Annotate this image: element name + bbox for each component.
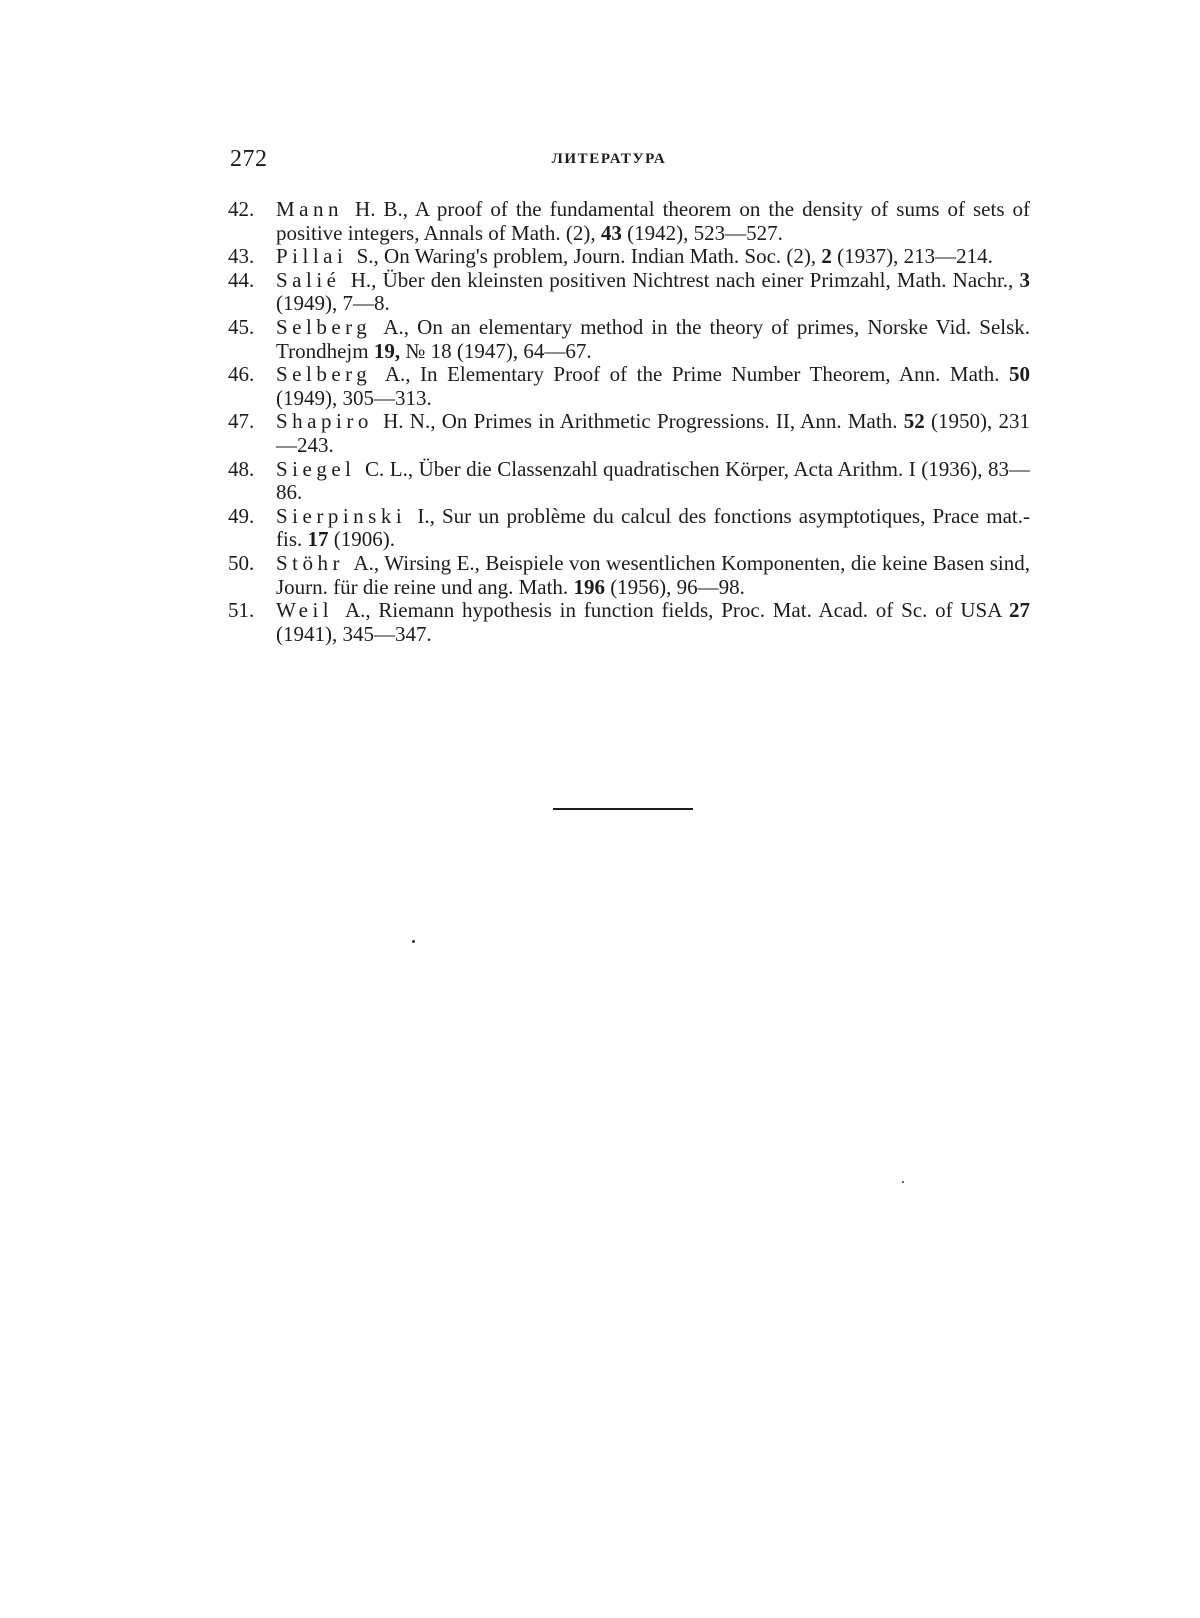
scan-speck xyxy=(412,940,415,943)
reference-author: Weil xyxy=(276,598,334,623)
reference-initials: S., xyxy=(356,244,379,269)
reference-42 xyxy=(228,198,1030,245)
reference-number: 44. xyxy=(228,267,255,292)
reference-text: Über den kleinsten positiven Nichtrest nach einer Primzahl, Math. Nachr., xyxy=(382,267,1014,292)
reference-text: Sur un problème du calcul des fonctions asymptotiques, Prace mat.-fis. xyxy=(276,503,1031,552)
reference-number: 48. xyxy=(228,456,255,481)
reference-44 xyxy=(228,269,1030,316)
reference-text: Riemann hypothesis in function fields, Proc. Mat. Acad. of Sc. of USA xyxy=(378,598,1002,623)
reference-volume: 3 xyxy=(1019,267,1031,292)
reference-number: 42. xyxy=(228,197,255,221)
reference-author: Pillai xyxy=(276,244,348,269)
reference-47 xyxy=(228,410,1030,457)
reference-number: 51. xyxy=(228,598,255,623)
reference-initials: A., xyxy=(353,550,380,575)
reference-51 xyxy=(228,599,1030,646)
reference-number: 43. xyxy=(228,244,255,269)
reference-43 xyxy=(228,245,1030,269)
reference-45 xyxy=(228,316,1030,363)
reference-volume: 52 xyxy=(903,409,925,434)
reference-tail: № 18 (1947), 64—67. xyxy=(405,338,592,363)
reference-initials: A., xyxy=(383,314,410,339)
reference-text: On Waring's problem, Journ. Indian Math. Soc. (2), xyxy=(384,244,817,269)
reference-49 xyxy=(228,505,1030,552)
reference-author: Stöhr xyxy=(276,550,345,575)
reference-tail: (1949), 305—313. xyxy=(276,385,432,410)
reference-initials: I., xyxy=(417,503,435,528)
reference-text: On an elementary method in the theory of primes, Norske Vid. Selsk. Trondhejm xyxy=(276,314,1031,363)
reference-number: 45. xyxy=(228,314,255,339)
reference-volume: 43 xyxy=(600,220,622,245)
reference-tail: (1942), 523—527. xyxy=(627,220,783,245)
reference-author: Sierpinski xyxy=(276,503,407,528)
reference-number: 49. xyxy=(228,503,255,528)
reference-number: 46. xyxy=(228,362,255,387)
reference-tail: (1937), 213—214. xyxy=(837,244,993,269)
reference-author: Salié xyxy=(276,267,341,292)
reference-initials: H. B., xyxy=(355,197,408,221)
reference-tail: (1941), 345—347. xyxy=(276,621,432,646)
reference-tail: (1950), 231—243. xyxy=(276,409,1031,457)
reference-author: Shapiro xyxy=(276,409,373,434)
reference-48 xyxy=(228,458,1030,505)
reference-initials: H., xyxy=(350,267,377,292)
scan-speck xyxy=(902,1181,904,1183)
reference-number: 50. xyxy=(228,550,255,575)
reference-author: Selberg xyxy=(276,314,372,339)
running-title: ЛИТЕРАТУРА xyxy=(551,151,667,167)
reference-46 xyxy=(228,363,1030,410)
reference-number: 47. xyxy=(228,409,255,434)
reference-volume: 19, xyxy=(373,338,401,363)
reference-volume: 17 xyxy=(307,527,329,552)
reference-tail: (1906). xyxy=(333,527,395,552)
reference-initials: A., xyxy=(344,598,371,623)
reference-initials: H. N., xyxy=(383,409,436,434)
reference-text: A proof of the fundamental theorem on the density of sums of sets of positive integers, Annals of Math. (2), xyxy=(276,197,1031,245)
reference-volume: 2 xyxy=(821,244,832,269)
reference-text: In Elementary Proof of the Prime Number Theorem, Ann. Math. xyxy=(420,362,1000,387)
reference-text: Über die Classenzahl quadratischen Körper, Acta Arithm. I (1936), 83—86. xyxy=(276,456,1030,505)
reference-author: Siegel xyxy=(276,456,356,481)
reference-tail: (1949), 7—8. xyxy=(276,291,390,316)
reference-volume: 196 xyxy=(573,574,605,599)
reference-author: Mann xyxy=(276,197,343,221)
reference-50 xyxy=(228,552,1030,599)
reference-volume: 50 xyxy=(1009,362,1031,387)
page-number: 272 xyxy=(230,146,268,172)
reference-initials: C. L., xyxy=(365,456,414,481)
reference-list xyxy=(228,198,1030,646)
reference-text: On Primes in Arithmetic Progressions. II, Ann. Math. xyxy=(441,409,898,434)
reference-text: Wirsing E., Beispiele von wesentlichen Komponenten, die keine Basen sind, Journ. für die reine und ang. Math. xyxy=(276,550,1030,599)
section-end-rule xyxy=(553,808,693,810)
reference-tail: (1956), 96—98. xyxy=(610,574,745,599)
reference-author: Selberg xyxy=(276,362,372,387)
reference-volume: 27 xyxy=(1009,598,1031,623)
reference-initials: A., xyxy=(384,362,411,387)
